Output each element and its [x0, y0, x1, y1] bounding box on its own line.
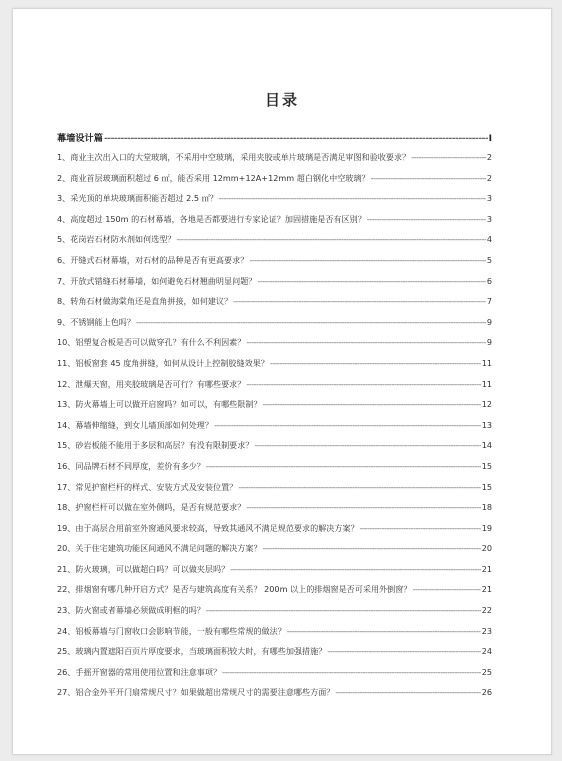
toc-entry-text: 5、花岗岩石材防水剂如何选型？	[57, 234, 176, 245]
dot-leader	[233, 296, 486, 306]
toc-entry-text: 10、铝塑复合板是否可以做穿孔？有什么不利因素？	[57, 337, 246, 348]
toc-entry-text: 2、商业首层玻璃面积超过 6 ㎡，能否采用 12mm+12A+12mm 超白钢化中空玻璃？	[57, 172, 370, 183]
dot-leader	[136, 317, 486, 327]
toc-entries	[57, 152, 492, 708]
toc-entry-page-number: 7	[486, 296, 492, 307]
dot-leader	[246, 379, 480, 389]
toc-entry-text: 8、转角石材做海棠角还是直角拼接，如何建议？	[57, 296, 233, 307]
toc-entry-page-number: 13	[481, 419, 492, 430]
toc-entry[interactable]	[57, 317, 492, 338]
toc-entry-text: 27、铝合金外平开门扇常规尺寸？如果做超出常规尺寸的需要注意哪些方面？	[57, 687, 335, 698]
toc-entry[interactable]	[57, 523, 492, 544]
section-page-number: I	[488, 133, 492, 144]
dot-leader	[335, 687, 480, 697]
toc-entry-page-number: 21	[481, 584, 492, 595]
toc-entry[interactable]	[57, 255, 492, 276]
toc-entry-page-number: 24	[481, 646, 492, 657]
toc-entry[interactable]	[57, 564, 492, 585]
dot-leader	[206, 461, 481, 471]
toc-entry-text: 19、由于高层合用前室外窗通风要求较高，导致其通风不满足规范要求的解决方案？	[57, 522, 359, 533]
toc-entry-text: 1、商业主次出入口的大堂玻璃，不采用中空玻璃，采用夹胶或单片玻璃是否满足审图和验收要求？	[57, 152, 411, 162]
toc-entry[interactable]	[57, 646, 492, 667]
toc-entry-text: 17、常见护窗栏杆的样式、安装方式及安装位置？	[57, 481, 238, 492]
toc-entry-text: 25、玻璃内置遮阳百页片厚度要求，当玻璃面积较大时，有哪些加强措施？	[57, 646, 327, 657]
toc-entry-page-number: 22	[481, 605, 492, 616]
document-page	[12, 8, 552, 755]
toc-entry-page-number: 15	[481, 481, 492, 492]
dot-leader	[254, 440, 480, 450]
toc-entry[interactable]	[57, 193, 492, 214]
dot-leader	[327, 646, 480, 656]
toc-entry-page-number: 9	[486, 337, 492, 348]
toc-entry-text: 4、高度超过 150m 的石材幕墙，各地是否都要进行专家论证？加固措施是否有区别？	[57, 213, 366, 224]
toc-entry[interactable]	[57, 276, 492, 297]
toc-entry-page-number: 2	[486, 172, 492, 183]
dot-leader	[257, 276, 485, 286]
dot-leader	[104, 133, 488, 144]
dot-leader	[246, 337, 485, 347]
toc-entry-page-number: 9	[486, 316, 492, 327]
dot-leader	[263, 399, 481, 409]
toc-entry-text: 18、护窗栏杆可以做在室外侧吗，是否有规范要求？	[57, 502, 246, 513]
toc-entry-text: 21、防火玻璃，可以做超白吗？可以做夹层吗？	[57, 563, 230, 574]
toc-entry[interactable]	[57, 337, 492, 358]
section-label: 幕墙设计篇	[57, 133, 103, 144]
dot-leader	[371, 173, 486, 183]
toc-entry-page-number: 11	[481, 378, 492, 389]
toc-entry-text: 7、开放式错缝石材幕墙，如何避免石材翘曲明显问题？	[57, 275, 257, 286]
toc-entry-page-number: 23	[481, 625, 492, 636]
dot-leader	[238, 482, 480, 492]
toc-entry[interactable]	[57, 687, 492, 708]
toc-entry-page-number: 12	[481, 399, 492, 410]
toc-entry[interactable]	[57, 399, 492, 420]
toc-entry-page-number: 26	[481, 687, 492, 698]
dot-leader	[230, 564, 481, 574]
toc-entry[interactable]	[57, 173, 492, 194]
toc-entry-text: 22、排烟窗有哪几种开启方式？是否与建筑高度有关系？ 200m 以上的排烟窗是否可采用外倒窗？	[57, 584, 412, 595]
toc-entry[interactable]	[57, 667, 492, 688]
toc-entry-page-number: 4	[486, 234, 492, 245]
toc-entry-page-number: 14	[481, 440, 492, 451]
toc-entry[interactable]	[57, 626, 492, 647]
toc-entry-page-number: 18	[481, 502, 492, 513]
page-title: 目录	[264, 91, 299, 109]
toc-entry-page-number: 15	[481, 460, 492, 471]
toc-entry[interactable]	[57, 234, 492, 255]
toc-entry-page-number: 3	[486, 213, 492, 224]
dot-leader	[412, 584, 480, 594]
toc-entry-page-number: 21	[481, 563, 492, 574]
toc-entry[interactable]	[57, 502, 492, 523]
toc-entry[interactable]	[57, 358, 492, 379]
toc-entry-text: 14、幕墙伸缩缝，到女儿墙顶部如何处理？	[57, 419, 213, 430]
toc-entry-text: 9、不锈钢能上色吗？	[57, 316, 135, 327]
toc-entry-page-number: 5	[486, 254, 492, 265]
toc-entry[interactable]	[57, 605, 492, 626]
toc-entry[interactable]	[57, 214, 492, 235]
toc-entry-text: 6、开缝式石材幕墙，对石材的品种是否有更高要求？	[57, 254, 249, 265]
toc-entry-page-number: 20	[481, 543, 492, 554]
toc-entry-page-number: 19	[481, 522, 492, 533]
toc-entry[interactable]	[57, 379, 492, 400]
dot-leader	[222, 667, 481, 677]
toc-entry[interactable]	[57, 296, 492, 317]
toc-entry-text: 15、砂岩板能不能用于多层和高层？有没有限制要求？	[57, 440, 254, 451]
toc-entry-page-number: 11	[481, 357, 492, 368]
dot-leader	[367, 214, 486, 224]
dot-leader	[249, 255, 486, 265]
dot-leader	[270, 358, 481, 368]
dot-leader	[411, 152, 486, 162]
toc-entry[interactable]	[57, 152, 492, 173]
dot-leader	[206, 605, 481, 615]
toc-entry-page-number: 2	[486, 152, 492, 162]
toc-entry-text: 20、关于住宅建筑功能区间通风不满足问题的解决方案？	[57, 543, 262, 554]
toc-entry[interactable]	[57, 543, 492, 564]
dot-leader	[246, 502, 480, 512]
toc-entry-text: 12、泄爆天窗，用夹胶玻璃是否可行？有哪些要求？	[57, 378, 246, 389]
toc-entry-text: 13、防火幕墙上可以做开启窗吗？如可以，有哪些限制？	[57, 399, 262, 410]
dot-leader	[360, 523, 481, 533]
toc-entry[interactable]	[57, 482, 492, 503]
toc-entry-text: 23、防火窗或者幕墙必须做成明框的吗？	[57, 605, 205, 616]
toc-entry-page-number: 3	[486, 193, 492, 204]
table-of-contents	[57, 130, 492, 708]
dot-leader	[287, 626, 481, 636]
toc-entry[interactable]	[57, 420, 492, 441]
dot-leader	[263, 543, 481, 553]
dot-leader	[176, 234, 485, 244]
toc-entry-text: 16、同品牌石材不同厚度，差价有多少？	[57, 460, 205, 471]
toc-section-heading[interactable]	[57, 130, 492, 152]
toc-entry-text: 26、手摇开窗器的常用使用位置和注意事项？	[57, 666, 222, 677]
dot-leader	[219, 193, 486, 203]
dot-leader	[214, 420, 481, 430]
toc-entry-page-number: 6	[486, 275, 492, 286]
toc-entry-page-number: 25	[481, 666, 492, 677]
toc-entry-text: 24、铝板幕墙与门窗收口会影响节能，一般有哪些常规的做法？	[57, 625, 286, 636]
toc-entry[interactable]	[57, 440, 492, 461]
toc-entry-text: 11、铝板窗套 45 度角拼缝，如何从设计上控制胶缝效果？	[57, 357, 269, 368]
toc-entry[interactable]	[57, 461, 492, 482]
toc-entry-text: 3、采光顶的单块玻璃面积能否超过 2.5 ㎡？	[57, 193, 218, 204]
toc-entry[interactable]	[57, 584, 492, 605]
